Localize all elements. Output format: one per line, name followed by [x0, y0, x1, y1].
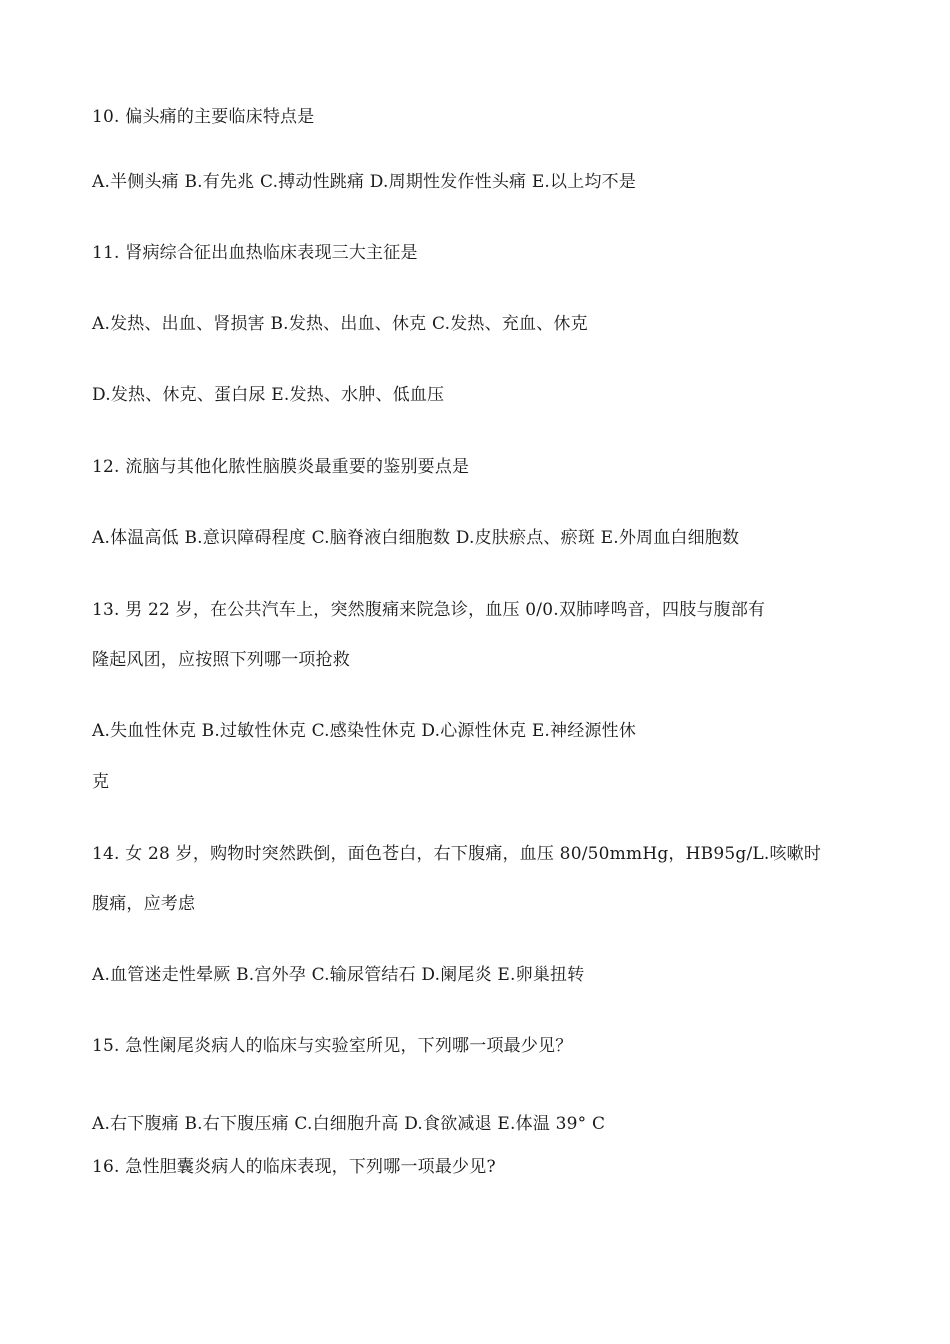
question-15: 15. 急性阑尾炎病人的临床与实验室所见，下列哪一项最少见？ [92, 1036, 573, 1056]
question-14-line-1: 14. 女 28 岁，购物时突然跌倒，面色苍白，右下腹痛，血压 80/50mmHg，HB95g/L.咳嗽时 [92, 844, 822, 864]
question-13-options-line-2: 克 [92, 772, 110, 792]
question-14-options: A.血管迷走性晕厥 B.宫外孕 C.输尿管结石 D.阑尾炎 E.卵巢扭转 [92, 965, 585, 985]
question-12-options: A.体温高低 B.意识障碍程度 C.脑脊液白细胞数 D.皮肤瘀点、瘀斑 E.外周血白细胞数 [92, 528, 740, 548]
question-11-options-line-2: D.发热、休克、蛋白尿 E.发热、水肿、低血压 [92, 385, 445, 405]
question-15-options: A.右下腹痛 B.右下腹压痛 C.白细胞升高 D.食欲减退 E.体温 39° C [92, 1114, 606, 1134]
question-16: 16. 急性胆囊炎病人的临床表现，下列哪一项最少见? [92, 1157, 496, 1177]
question-13-line-1: 13. 男 22 岁，在公共汽车上，突然腹痛来院急诊，血压 0/0.双肺哮鸣音，四肢与腹部有 [92, 600, 766, 620]
question-10-options: A.半侧头痛 B.有先兆 C.搏动性跳痛 D.周期性发作性头痛 E.以上均不是 [92, 172, 637, 192]
question-11: 11. 肾病综合征出血热临床表现三大主征是 [92, 243, 418, 263]
question-13-line-2: 隆起风团，应按照下列哪一项抢救 [92, 650, 350, 670]
question-10: 10. 偏头痛的主要临床特点是 [92, 107, 315, 127]
question-12: 12. 流脑与其他化脓性脑膜炎最重要的鉴别要点是 [92, 457, 470, 477]
question-14-line-2: 腹痛，应考虑 [92, 894, 196, 914]
question-13-options-line-1: A.失血性休克 B.过敏性休克 C.感染性休克 D.心源性休克 E.神经源性休 [92, 721, 637, 741]
question-11-options-line-1: A.发热、出血、肾损害 B.发热、出血、休克 C.发热、充血、休克 [92, 314, 588, 334]
